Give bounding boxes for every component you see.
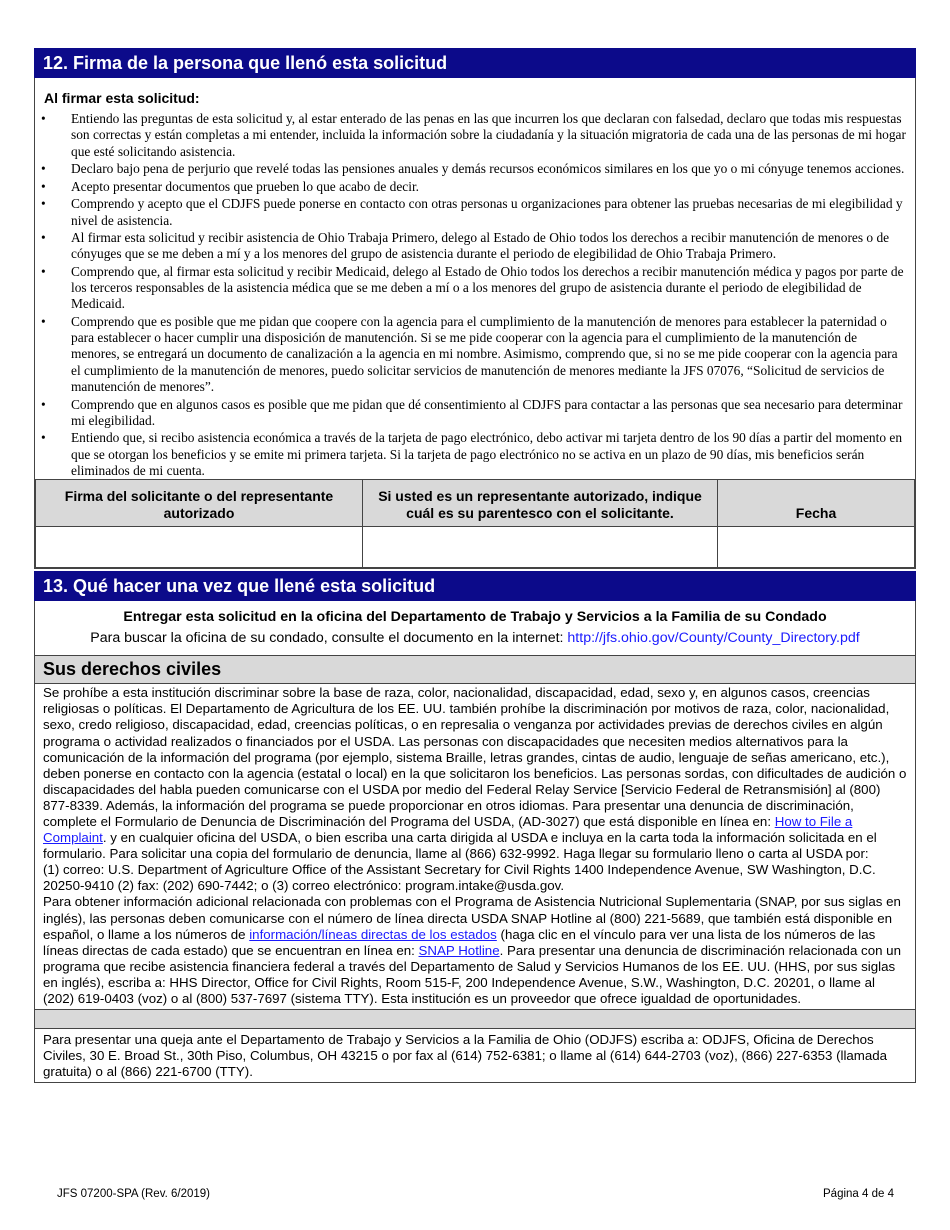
snap-hotline-link[interactable]: SNAP Hotline [418,942,500,958]
page-number: Página 4 de 4 [823,1188,894,1200]
signature-header: Firma del solicitante o del representante autorizado [36,480,363,527]
bullet-icon: • [41,196,46,212]
attestation-item [35,314,907,395]
attestation-item [35,179,907,195]
attestation-item [35,196,907,229]
bullet-icon: • [41,396,46,412]
signing-subtitle: Al firmar esta solicitud: [44,90,200,106]
attestation-text: Comprendo que es posible que me pidan que coopere con la agencia para el cumplimiento de la manutención de menores para establecer la paternidad o para establecer o hacer cumplir una disposición de manutención. Si se me pide cooperar con la agencia para el cumplimiento de la manutención de menores, se entregará un documento de canalización a la agencia en mi nombre. Asimismo, comprendo que, si no se me pide cooperar con la agencia para el cumplimiento de la manutención de menores, puedo solicitar servicios de manutención de menores mediante la JFS 07076, “Solicitud de servicios de manutención de menores”. [71,313,898,395]
submission-instruction: Entregar esta solicitud en la oficina del Departamento de Trabajo y Servicios a la Familia de su Condado [123,609,827,626]
bullet-icon: • [41,263,46,279]
section-13-body [34,601,916,1083]
civil-rights-header: Sus derechos civiles [35,655,915,684]
divider-bar [35,1009,915,1029]
civil-rights-p3c: . Para presentar una denuncia de discriminación relacionada con un programa que recibe asistencia financiera federal a través del Departamento de Salud y Servicios Humanos de los EE. UU. (HHS, por sus siglas en inglés), escriba a: HHS Director, Office for Civil Rights, Room 515-F, 200 Independence Avenue, S.W., Washington, D.C. 20201, o llame al (202) 619-0403 (voz) o al (800) 537-7697 (sistema TTY). Esta institución es un proveedor que ofrece igualdad de oportunidades. [43,942,901,1006]
section-13-header: 13. Qué hacer una vez que llené esta solicitud [34,571,916,601]
bullet-icon: • [41,313,46,329]
signature-table [35,479,915,568]
date-header: Fecha [718,480,915,527]
attestation-text: Acepto presentar documentos que prueben lo que acabo de decir. [71,178,420,194]
bullet-icon: • [41,430,46,446]
attestation-text: Comprendo y acepto que el CDJFS puede ponerse en contacto con otras personas u organizaciones para obtener las pruebas necesarias de mi elegibilidad y nivel de asistencia. [71,196,903,228]
how-to-file-complaint-link[interactable]: How to File a Complaint [43,813,853,846]
odjfs-complaint-text: Para presentar una queja ante el Departamento de Trabajo y Servicios a la Familia de Ohio (ODJFS) escriba a: ODJFS, Oficina de Derechos Civiles, 30 E. Broad St., 30th Piso, Columbus, OH 43215 o por fax al (614) 752-6381; o llame al (614) 644-2703 (voz), (866) 227-6353 (llamada gratuita) o al (866) 221-6700 (TTY). [43,1032,888,1080]
civil-rights-p1b: . y en cualquier oficina del USDA, o bien escriba una carta dirigida al USDA e incluya en la carta toda la información solicitada en el formulario. Para solicitar una copia del formulario de denuncia, llame al (866) 632-9992. Haga llegar su formulario lleno o carta al USDA por: [43,830,877,862]
signature-field[interactable] [36,527,363,568]
attestation-item [35,264,907,313]
bullet-icon: • [41,178,46,194]
attestation-item [35,430,907,479]
date-field[interactable] [718,527,915,568]
civil-rights-p3a: Para obtener información adicional relacionada con problemas con el Programa de Asistencia Nutricional Suplementaria (SNAP, por sus siglas en inglés), las personas deben comunicarse con el número de línea directa USDA SNAP Hotline al (800) 221-5689, que también está disponible en español, o llame a los números de [43,894,901,942]
attestation-text: Al firmar esta solicitud y recibir asistencia de Ohio Trabaja Primero, delego al Estado de Ohio todos los derechos a recibir manutención de menores o de cónyuges que se me deben a mí y a los menores del grupo de asistencia durante el periodo de elegibilidad de Ohio Trabaja Primero. [71,230,890,262]
civil-rights-text [35,684,915,1009]
county-directory-link[interactable]: http://jfs.ohio.gov/County/County_Directory.pdf [567,630,860,647]
attestation-list [35,111,915,479]
attestation-item [35,161,907,177]
state-hotlines-link[interactable]: información/líneas directas de los estados [249,926,497,942]
civil-rights-p1a: Se prohíbe a esta institución discriminar sobre la base de raza, color, nacionalidad, discapacidad, edad, sexo y, en algunos casos, creencias religiosas o políticas. El Departamento de Agricultura de los EE. UU. también prohíbe la discriminación por motivos de raza, color, nacionalidad, sexo, credo religioso, discapacidad, edad, creencias políticas, o en represalia o venganza por actividades previas de derechos civiles en algún programa o actividad realizados o financiados por el USDA. Las personas con discapacidades que necesiten medios alternativos para la comunicación de la información del programa (por ejemplo, sistema Braille, letras grandes, cintas de audio, lenguaje de señas americano, etc.), deben ponerse en contacto con la agencia (estatal o local) en la que solicitaron los beneficios. Las personas sordas, con dificultades de audición o discapacidades del habla pueden comunicarse con el USDA por medio del Federal Relay Service [Servicio Federal de Retransmisión] al (800) 877-8339. Además, la información del programa se puede proporcionar en otros idiomas. Para presentar una denuncia de discriminación, complete el Formulario de Denuncia de Discriminación del Programa del USDA, (AD-3027) que está disponible en línea en: [43,685,907,829]
attestation-item [35,397,907,430]
attestation-text: Declaro bajo pena de perjurio que revelé todas las pensiones anuales y demás recursos económicos similares en los que yo o mi cónyuge tenemos acciones. [71,161,905,177]
bullet-icon: • [41,111,46,127]
bullet-icon: • [41,230,46,246]
form-page [34,48,916,1083]
section-12-body [34,78,916,569]
attestation-item [35,111,907,160]
attestation-item [35,230,907,263]
relationship-field[interactable] [363,527,718,568]
attestation-text: Entiendo que, si recibo asistencia económica a través de la tarjeta de pago electrónico, debo activar mi tarjeta dentro de los 90 días a partir del momento en que se otorgan los beneficios y se emite mi primera tarjeta. Si la tarjeta de pago electrónico no se activa en un plazo de 90 días, mis beneficios serán eliminados de mi cuenta. [71,430,903,478]
county-lookup [35,625,915,655]
section-12-header: 12. Firma de la persona que llenó esta solicitud [34,48,916,78]
county-lookup-text: Para buscar la oficina de su condado, consulte el documento en la internet: [90,630,568,647]
civil-rights-p2: (1) correo: U.S. Department of Agriculture Office of the Assistant Secretary for Civil Rights 1400 Independence Avenue, SW Washington, D.C. 20250-9410 (2) fax: (202) 690-7442; o (3) correo electrónico: program.intake@usda.gov. [43,862,876,894]
attestation-text: Comprendo que en algunos casos es posible que me pidan que dé consentimiento al CDJFS para contactar a las personas que sea necesario para determinar mi elegibilidad. [71,396,903,428]
bullet-icon: • [41,161,46,177]
civil-rights-p3b: (haga clic en el vínculo para ver una lista de los números de las líneas directas de cada estado) que se encuentran en línea en: [43,926,876,958]
relationship-header: Si usted es un representante autorizado, indique cuál es su parentesco con el solicitante. [363,480,718,527]
attestation-text: Comprendo que, al firmar esta solicitud y recibir Medicaid, delego al Estado de Ohio todos los derechos a recibir manutención médica y pagos por parte de los terceros responsables de la asistencia médica que se me deben a mí o a los menores del grupo de asistencia durante el periodo de elegibilidad de Medicaid. [71,263,904,312]
form-id: JFS 07200-SPA (Rev. 6/2019) [57,1188,210,1200]
attestation-text: Entiendo las preguntas de esta solicitud y, al estar enterado de las penas en las que incurren los que declaran con falsedad, declaro que todas mis respuestas son correctas y están completas a mi entender, incluida la información sobre la ciudadanía y la situación migratoria de cada una de las personas de mi hogar que esté solicitando asistencia. [71,111,906,159]
